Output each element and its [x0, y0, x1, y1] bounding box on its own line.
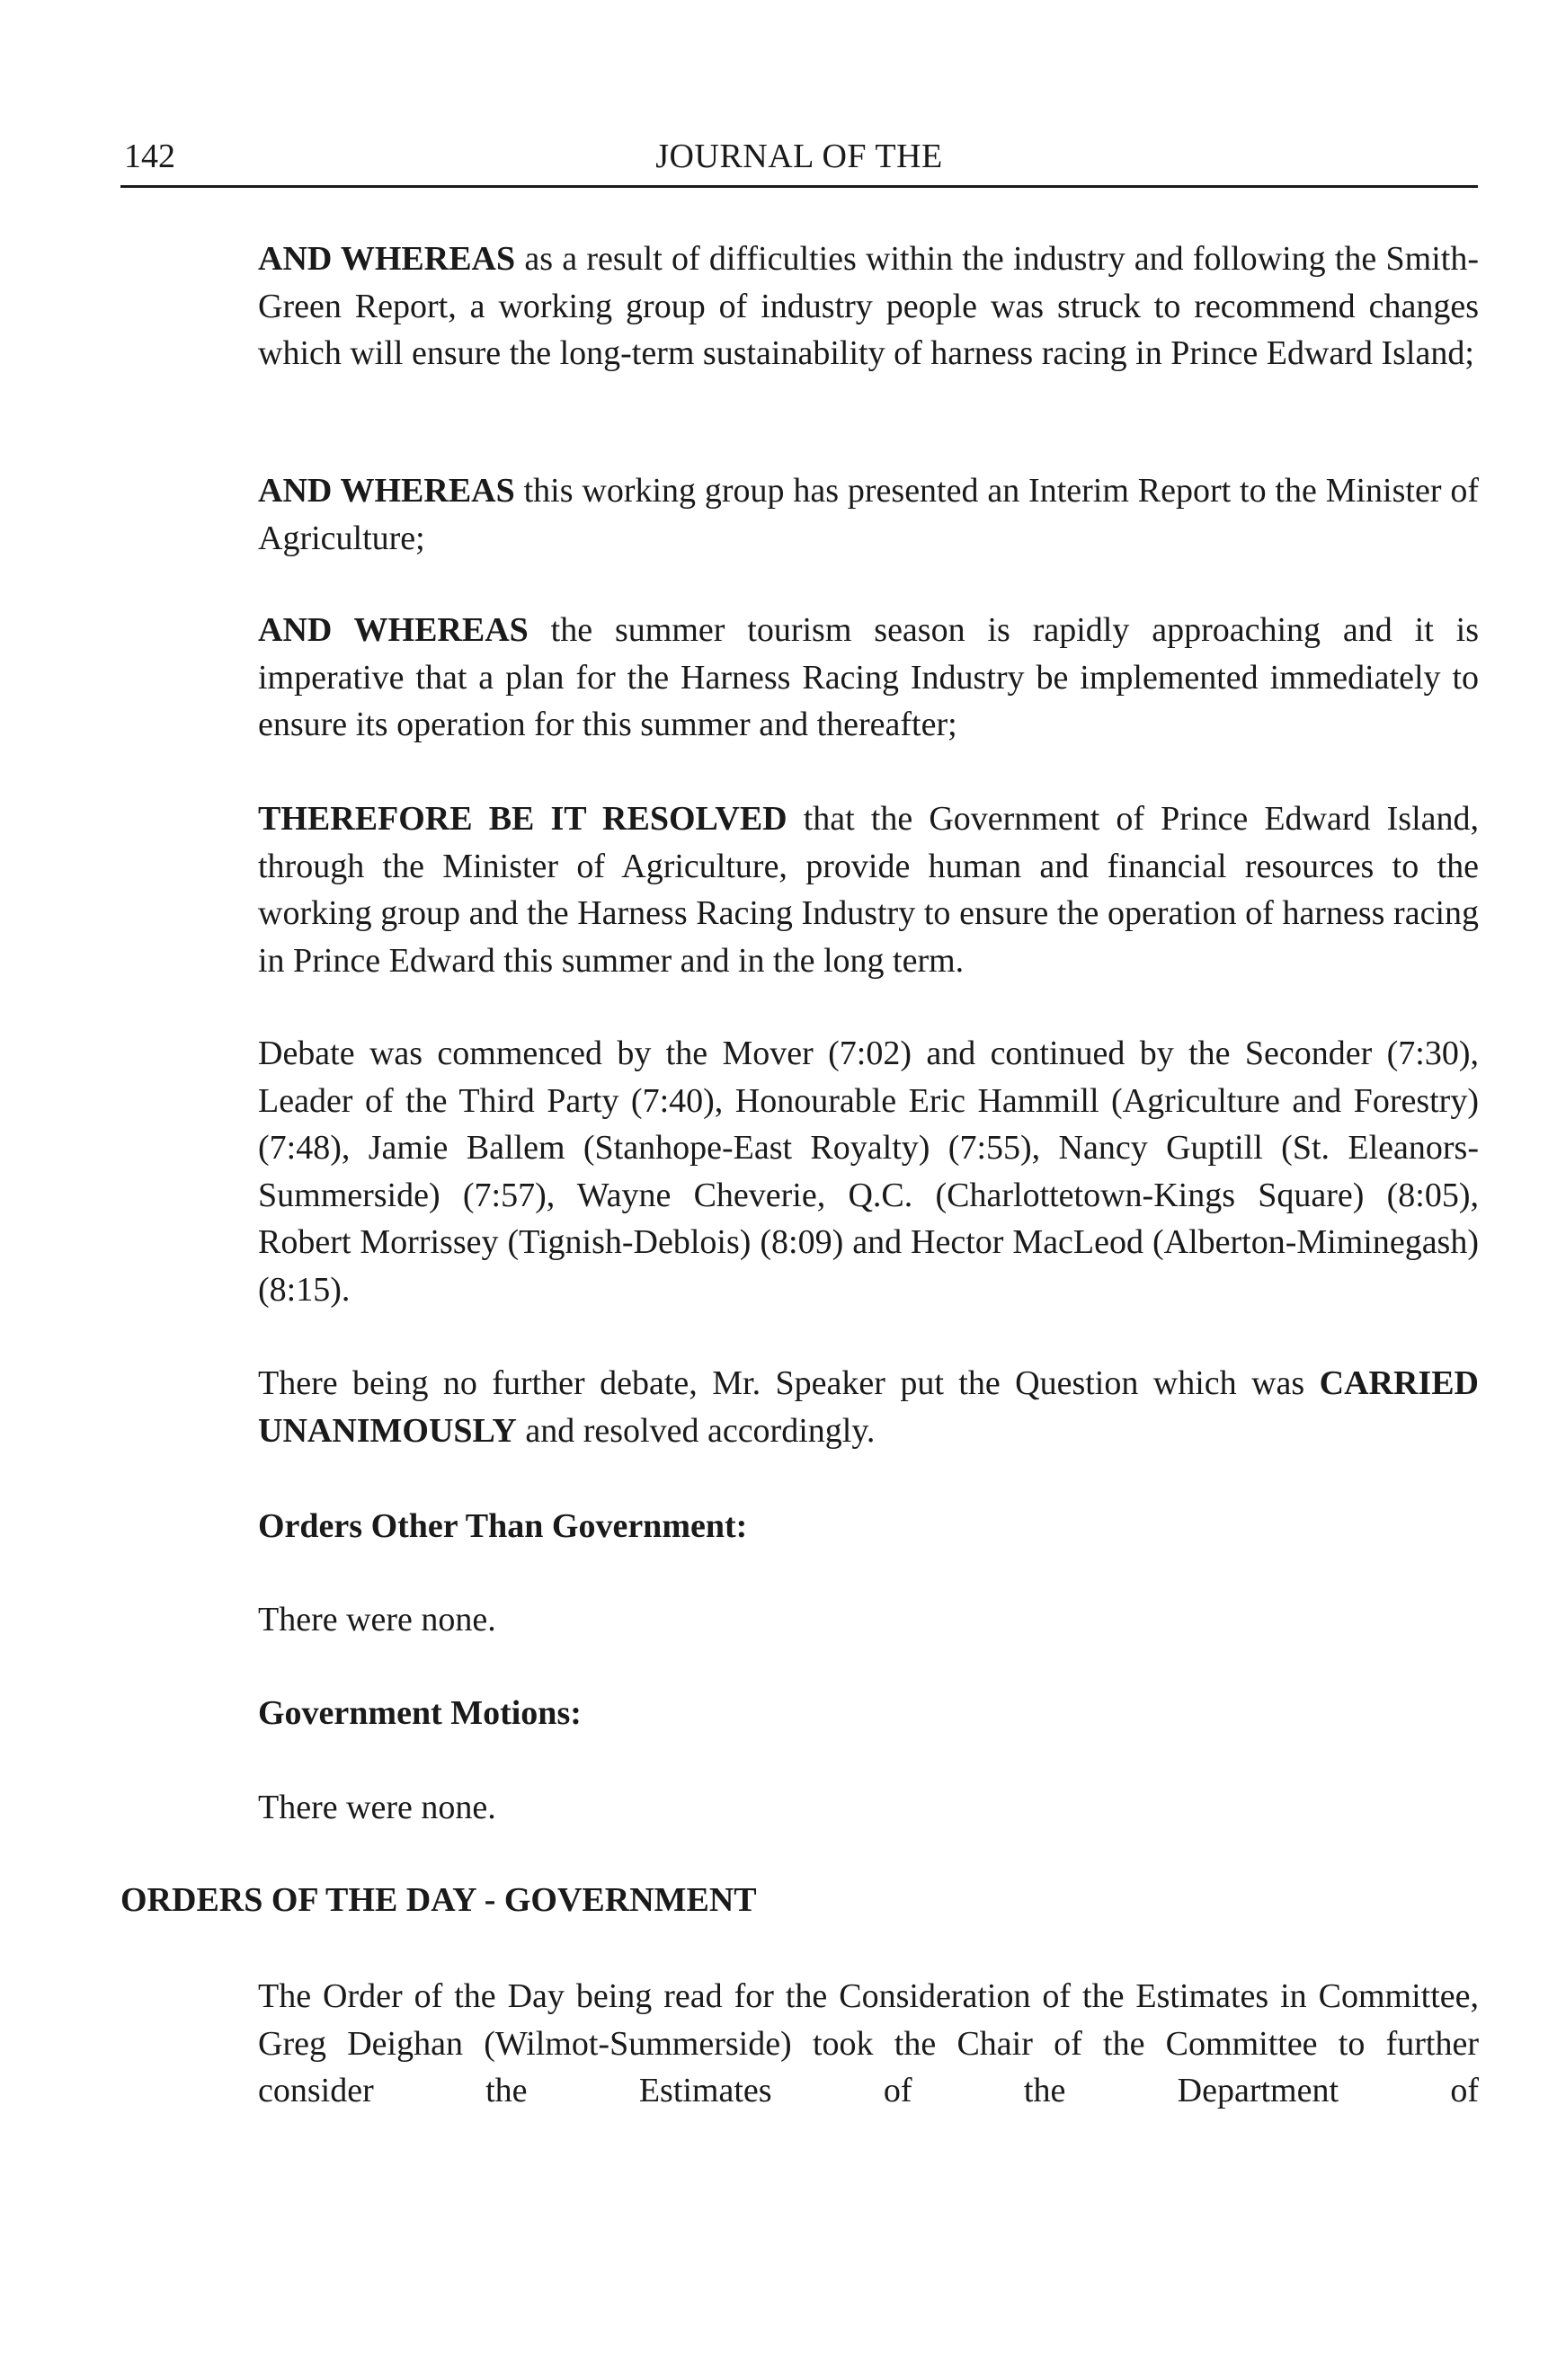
resolution-text: that the Government of Prince Edward Island, through the Minister of Agriculture, provide human and financial resources to the working group and the Harness Racing Industry to ensure the operation of harness racing in Prince Edward this summer and in the long term. [258, 800, 1479, 980]
carried-unanimously: CARRIED UNANIMOUSLY [258, 1364, 1479, 1450]
whereas-paragraph-1 [258, 235, 1479, 377]
page-number: 142 [124, 138, 175, 175]
estimates-paragraph: The Order of the Day being read for the Consideration of the Estimates in Committee, Greg Deighan (Wilmot-Summerside) took the Chair of the Committee to further consider the Estimates of the Department of [258, 1977, 1479, 2109]
orders-other-none: There were none. [258, 1601, 496, 1638]
running-head: JOURNAL OF THE [655, 138, 943, 175]
whereas-lead-2: AND WHEREAS [258, 472, 515, 510]
whereas-text-3: the summer tourism season is rapidly approaching and it is imperative that a plan for the Harness Racing Industry be implemented immediately to ensure its operation for this summer and thereafter; [258, 611, 1479, 743]
question-text-before: There being no further debate, Mr. Speaker put the Question which was [258, 1364, 1320, 1402]
whereas-paragraph-3 [258, 607, 1479, 749]
whereas-paragraph-2 [258, 467, 1479, 562]
whereas-lead-1: AND WHEREAS [258, 240, 516, 278]
government-motions-none: There were none. [258, 1789, 496, 1826]
debate-paragraph: Debate was commenced by the Mover (7:02) and continued by the Seconder (7:30), Leader of the Third Party (7:40), Honourable Eric Hammill (Agriculture and Forestry) (7:48), Jamie Ballem (Stanhope-East Royalty) (7:55), Nancy Guptill (St. Eleanors-Summerside) (7:57), Wayne Cheverie, Q.C. (Charlottetown-Kings Square) (8:05), Robert Morrissey (Tignish-Deblois) (8:09) and Hector MacLeod (Alberton-Miminegash) (8:15). [258, 1035, 1479, 1309]
whereas-text-1: as a result of difficulties within the industry and following the Smith-Green Report, a working group of industry people was struck to recommend changes which will ensure the long-term sustainability of harness racing in Prince Edward Island; [258, 240, 1479, 372]
page-header [120, 135, 1478, 188]
question-paragraph [258, 1360, 1479, 1454]
question-text-after: and resolved accordingly. [516, 1411, 876, 1450]
orders-other-heading: Orders Other Than Government: [258, 1507, 748, 1545]
whereas-lead-3: AND WHEREAS [258, 611, 529, 649]
resolution-lead: THEREFORE BE IT RESOLVED [258, 800, 787, 838]
resolution-paragraph [258, 795, 1479, 984]
government-motions-heading: Government Motions: [258, 1694, 582, 1732]
orders-of-the-day-heading: ORDERS OF THE DAY - GOVERNMENT [120, 1881, 757, 1919]
whereas-text-2: this working group has presented an Interim Report to the Minister of Agriculture; [258, 472, 1479, 557]
